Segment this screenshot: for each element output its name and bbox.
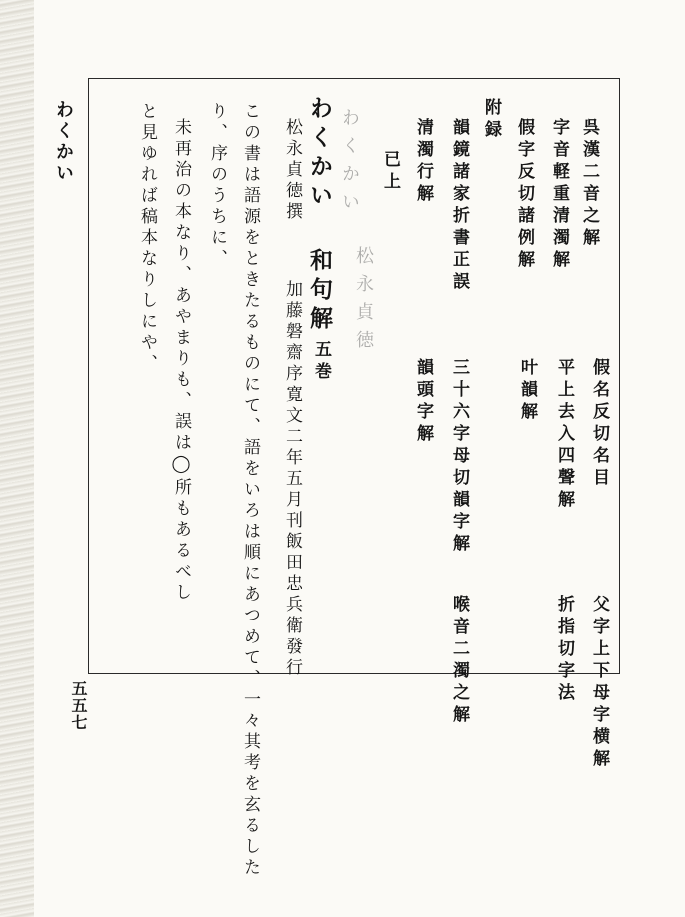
toc-item-fuji-jouge: 父字上下母字横解	[589, 595, 609, 771]
toc-item-sanjuroku-jibo: 三十六字母切韻字解	[449, 358, 469, 556]
entry-volumes: 五巻	[311, 340, 331, 384]
toc-item-sesshi-setsuji: 折指切字法	[554, 595, 574, 705]
entry-body-line-4: と見ゆれば稿本なりしにや、	[137, 102, 157, 375]
page-number: 五五七	[69, 680, 88, 731]
toc-item-kanji-hansetsu: 假字反切諸例解	[514, 118, 534, 272]
toc-heading-appendix: 附録	[481, 98, 501, 142]
entry-body-line-1: この書は語源をときたるものにて、語をいろは順にあつめて、一々其考を玄るした	[240, 102, 260, 879]
toc-item-heijou-kyonyuu: 平上去入四聲解	[554, 358, 574, 512]
entry-body-line-2: り、序のうちに、	[207, 102, 227, 270]
handwritten-note: 松永貞徳	[353, 246, 374, 358]
toc-item-inkyou-seigo: 韻鏡諸家折書正誤	[449, 118, 469, 294]
entry-publication: 加藤磐齋序寛文二年五月刊飯田忠兵衛發行	[282, 280, 302, 679]
handwritten-note: わくかい	[339, 108, 360, 220]
toc-item-kouon-nidaku: 喉音二濁之解	[449, 595, 469, 727]
toc-item-kyouin: 叶韻解	[517, 358, 537, 424]
toc-item-kana-hansetsu-meimoku: 假名反切名目	[589, 358, 609, 490]
toc-item-jion-keichou: 字音軽重清濁解	[549, 118, 569, 272]
page-edge-shadow	[0, 0, 34, 917]
toc-item-seidaku-gyou: 清濁行解	[413, 118, 433, 206]
entry-title-kana: わくかい	[306, 96, 333, 212]
entry-title-kanji: 和句解	[306, 248, 333, 335]
entry-body-line-3: 未再治の本なり、あやまりも、誤は◯所もあるべし	[171, 118, 191, 604]
toc-item-intou-ji: 韻頭字解	[413, 358, 433, 446]
toc-item-goon-kan-on: 呉漢二音之解	[579, 118, 599, 250]
running-header: わくかい	[53, 100, 74, 184]
toc-end-marker: 已上	[380, 150, 400, 194]
entry-author: 松永貞徳撰	[282, 118, 302, 223]
